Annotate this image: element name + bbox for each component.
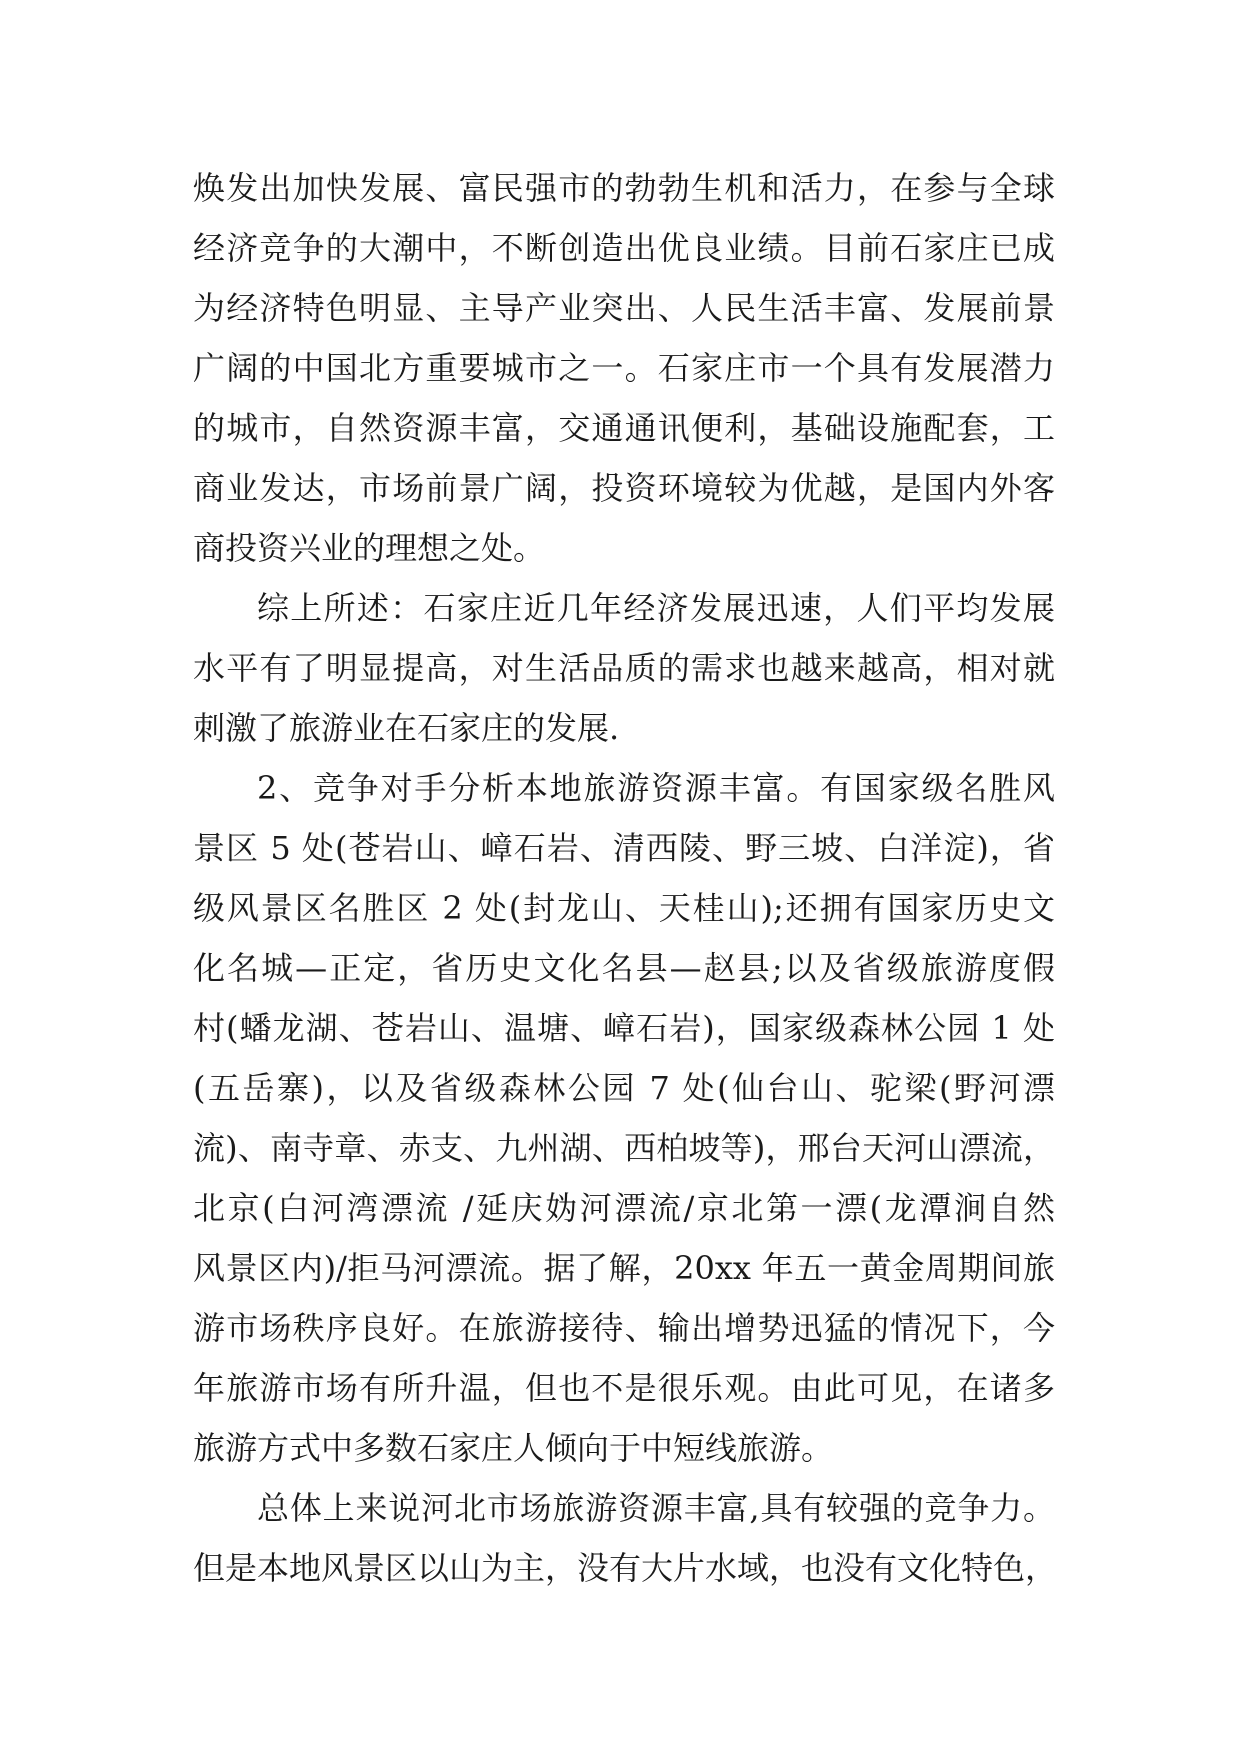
text-line: 年旅游市场有所升温，但也不是很乐观。由此可见，在诸多 xyxy=(193,1369,1055,1407)
text-line: 水平有了明显提高，对生活品质的需求也越来越高，相对就 xyxy=(193,649,1055,687)
text-line: 经济竞争的大潮中，不断创造出优良业绩。目前石家庄已成 xyxy=(193,229,1055,267)
body-text xyxy=(193,158,1058,1598)
text-line: 综上所述：石家庄近几年经济发展迅速，人们平均发展 xyxy=(257,589,1055,627)
text-line: 流)、南寺章、赤支、九州湖、西柏坡等)，邢台天河山漂流， xyxy=(193,1129,1055,1167)
paragraph xyxy=(193,578,1055,758)
text-line: 焕发出加快发展、富民强市的勃勃生机和活力，在参与全球 xyxy=(193,169,1055,207)
text-line: 为经济特色明显、主导产业突出、人民生活丰富、发展前景 xyxy=(193,289,1055,327)
text-line: 但是本地风景区以山为主，没有大片水域，也没有文化特色， xyxy=(193,1549,1058,1587)
text-line: (五岳寨)，以及省级森林公园 7 处(仙台山、驼梁(野河漂 xyxy=(193,1069,1055,1107)
text-line: 商业发达，市场前景广阔，投资环境较为优越，是国内外客 xyxy=(193,469,1055,507)
paragraph xyxy=(193,158,1055,578)
text-line: 级风景区名胜区 2 处(封龙山、天桂山);还拥有国家历史文 xyxy=(193,889,1055,927)
text-line: 景区 5 处(苍岩山、嶂石岩、清西陵、野三坡、白洋淀)，省 xyxy=(193,829,1055,867)
text-line: 村(蟠龙湖、苍岩山、温塘、嶂石岩)，国家级森林公园 1 处 xyxy=(193,1009,1055,1047)
text-line: 旅游方式中多数石家庄人倾向于中短线旅游。 xyxy=(193,1429,834,1467)
text-line: 风景区内)/拒马河漂流。据了解，20xx 年五一黄金周期间旅 xyxy=(193,1249,1055,1287)
text-line: 的城市，自然资源丰富，交通通讯便利，基础设施配套，工 xyxy=(193,409,1055,447)
text-line: 总体上来说河北市场旅游资源丰富,具有较强的竞争力。 xyxy=(257,1489,1055,1527)
text-line: 2、竞争对手分析本地旅游资源丰富。有国家级名胜风 xyxy=(257,769,1055,807)
text-line: 商投资兴业的理想之处。 xyxy=(193,529,546,567)
text-line: 游市场秩序良好。在旅游接待、输出增势迅猛的情况下，今 xyxy=(193,1309,1055,1347)
paragraph xyxy=(193,1478,1058,1598)
text-line: 化名城—正定，省历史文化名县—赵县;以及省级旅游度假 xyxy=(193,949,1055,987)
paragraph xyxy=(193,758,1055,1478)
text-line: 广阔的中国北方重要城市之一。石家庄市一个具有发展潜力 xyxy=(193,349,1055,387)
text-line: 北京(白河湾漂流 /延庆妫河漂流/京北第一漂(龙潭涧自然 xyxy=(193,1189,1055,1227)
text-line: 刺激了旅游业在石家庄的发展. xyxy=(193,709,620,747)
